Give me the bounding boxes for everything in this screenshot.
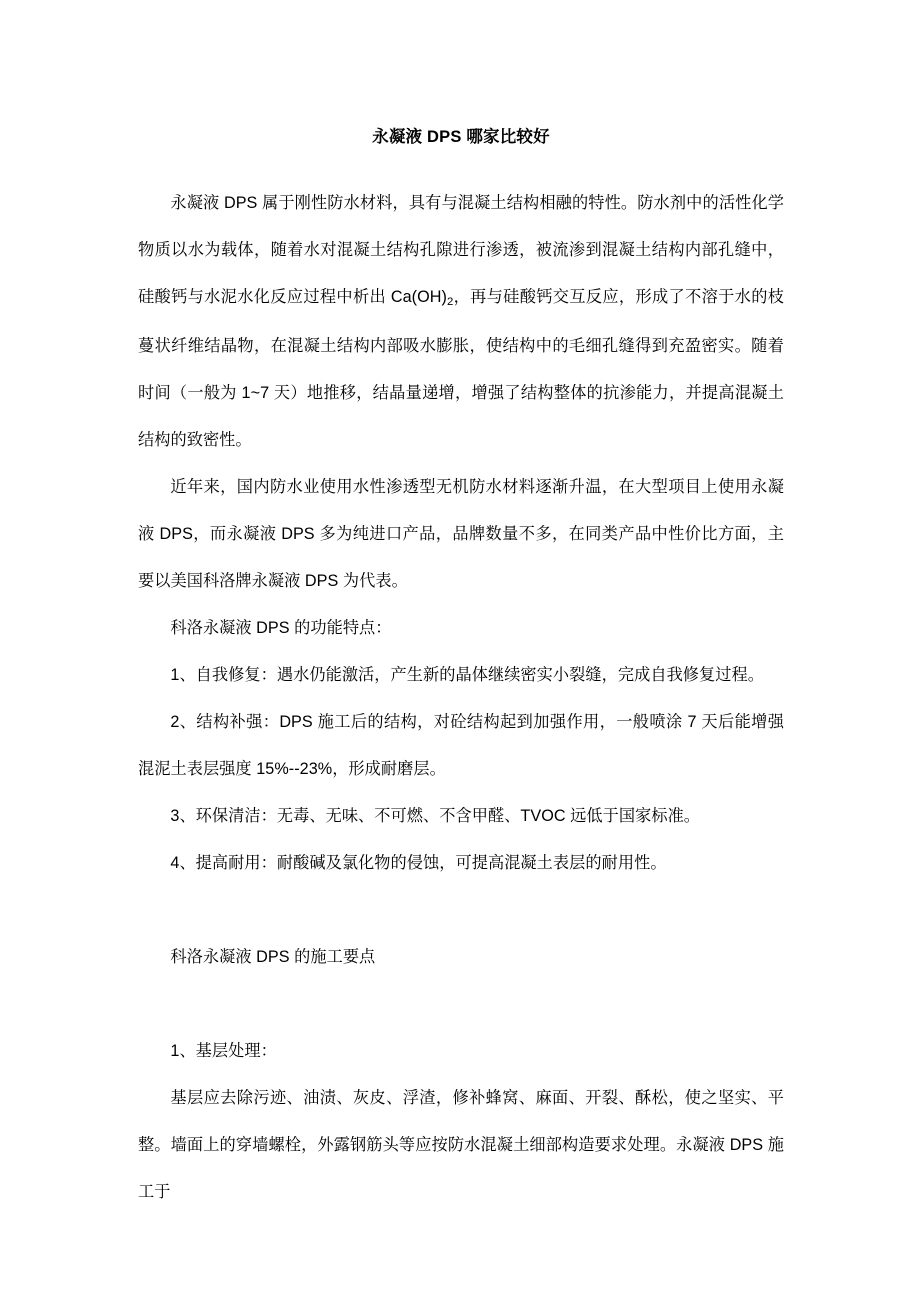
feature-item-2: 2、结构补强：DPS 施工后的结构，对砼结构起到加强作用，一般喷涂 7 天后能增强混泥土表层强度 15%--23%，形成耐磨层。	[138, 713, 784, 778]
feature-item-1: 1、自我修复：遇水仍能激活，产生新的晶体继续密实小裂缝，完成自我修复过程。	[170, 666, 764, 684]
construction-item-1-body: 基层应去除污迹、油渍、灰皮、浮渣，修补蜂窝、麻面、开裂、酥松，使之坚实、平整。墙面上的穿墙螺栓，外露钢筋头等应按防水混凝土细部构造要求处理。永凝液 DPS 施工于	[138, 1089, 784, 1201]
construction-heading: 科洛永凝液 DPS 的施工要点	[170, 948, 376, 966]
features-heading: 科洛永凝液 DPS 的功能特点：	[170, 619, 392, 637]
feature-item-3: 3、环保清洁：无毒、无味、不可燃、不含甲醛、TVOC 远低于国家标准。	[170, 807, 701, 825]
feature-item-4: 4、提高耐用：耐酸碱及氯化物的侵蚀，可提高混凝土表层的耐用性。	[170, 854, 667, 872]
paragraph-intro-2: 近年来，国内防水业使用水性渗透型无机防水材料逐渐升温，在大型项目上使用永凝液 DPS，而永凝液 DPS 多为纯进口产品，品牌数量不多，在同类产品中性价比方面，主要以美国科洛牌永凝液 DPS 为代表。	[138, 478, 784, 590]
paragraph-intro-1	[138, 180, 784, 464]
blank-line-after-construction-heading	[138, 981, 784, 1028]
chemical-subscript-2: 2	[446, 296, 454, 309]
paragraph-intro-1-text-after-formula: ，再与硅酸钙交互反应，形成了不溶于水的枝蔓状纤维结晶物，在混凝土结构内部吸水膨胀，使结构中的毛细孔缝得到充盈密实。随着时间（一般为 1~7 天）地推移，结晶量递增，增强了结构整体的抗渗能力，并提高混凝土结构的致密性。	[138, 288, 784, 449]
blank-line-before-construction-heading	[138, 887, 784, 934]
construction-item-1-label: 1、基层处理：	[170, 1042, 277, 1060]
document-content	[138, 0, 784, 1216]
page-title: 永凝液 DPS 哪家比较好	[372, 128, 550, 146]
paragraph-intro-1-text-before-formula: 永凝液 DPS 属于刚性防水材料，具有与混凝土结构相融的特性。防水剂中的活性化学物质以水为载体，随着水对混凝土结构孔隙进行渗透，被流渗到混凝土结构内部孔缝中，硅酸钙与水泥水化反应过程中析出 Ca(OH)	[138, 194, 784, 306]
